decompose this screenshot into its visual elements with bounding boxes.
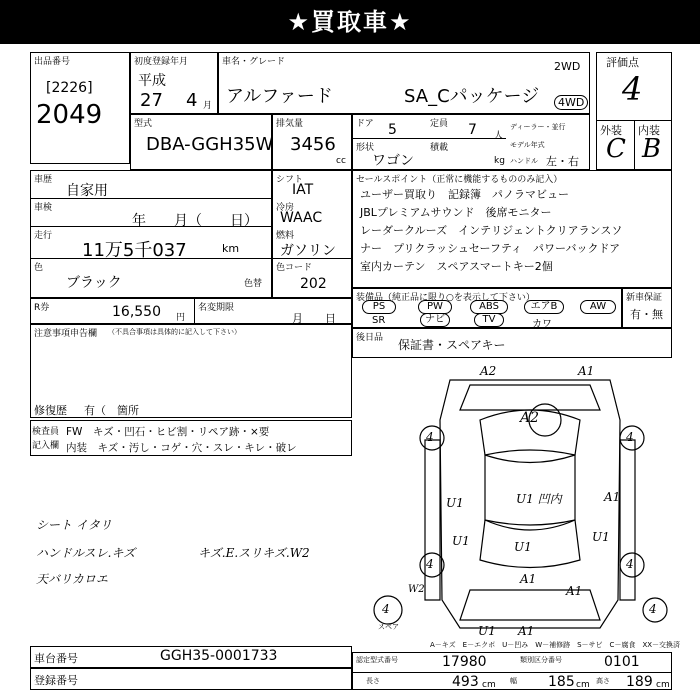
recycle-value: 16,550 [112, 304, 161, 320]
new-car-warranty-value: 有・無 [630, 308, 663, 321]
capacity-unit: 人 [494, 131, 504, 141]
equipment-abs: ABS [470, 300, 508, 314]
height-value: 189 [626, 674, 653, 690]
score-int: B [642, 134, 662, 164]
repair-label: 修復歴 [34, 404, 67, 417]
inspector-label-b: 記入欄 [32, 441, 60, 451]
certification-value-a: 17980 [442, 654, 487, 670]
accessories-label: 後日品 [356, 333, 384, 343]
aircon-label: 冷房 [276, 203, 295, 213]
selling-point-line: レーダークルーズ インテリジェントクリアランスソ [360, 224, 623, 237]
page-banner: ★買取車★ [0, 0, 700, 44]
model-label: 型式 [134, 119, 153, 129]
lot-number: 2049 [36, 100, 103, 130]
handwritten-note: 天バリカロエ [36, 572, 108, 586]
lot-label: 出品番号 [34, 57, 71, 67]
score-ext: C [606, 134, 626, 164]
height-unit: cm [656, 680, 670, 690]
selling-point-line: JBLプレミアムサウンド 後席モニター [360, 206, 552, 219]
diagram-mark: A1 [566, 584, 583, 598]
diagram-mark: スペア [378, 623, 399, 631]
drive-4wd: 4WD [554, 95, 588, 110]
equipment-navi: ナビ [420, 313, 450, 327]
plate-label: 登録番号 [34, 674, 78, 687]
equipment-label: 装備品（純正品に限り○を表示して下さい） [356, 293, 535, 303]
equipment-sr: SR [372, 315, 386, 326]
car-front-bumper [460, 385, 600, 410]
diagram-mark: W2 [408, 584, 425, 595]
score-label: 評価点 [606, 56, 639, 69]
inspection-label: 車検 [34, 203, 53, 213]
color-code-value: 202 [300, 276, 327, 292]
diagram-mark: U1 [592, 530, 610, 544]
accessories-value: 保証書・スペアキー [398, 338, 506, 352]
repair-value: 有（ 箇所 [84, 404, 139, 417]
model-year-label: モデル年式 [510, 141, 545, 149]
new-car-warranty-label: 新車保証 [626, 293, 663, 303]
equipment-leather: カワ [532, 319, 552, 330]
shift-value: IAT [292, 182, 314, 198]
diagram-mark: A1 [604, 490, 621, 504]
car-name: アルファード [226, 86, 333, 107]
diagram-mark: A1 [578, 364, 595, 378]
equipment-pw: PW [418, 300, 452, 314]
displacement-label: 排気量 [276, 119, 304, 129]
color-label: 色 [34, 263, 44, 273]
dealer-label: ディーラー・並行 [510, 123, 566, 131]
chassis-label: 車台番号 [34, 652, 78, 665]
handle-value: 左・右 [546, 155, 579, 168]
equipment-airbag: エアB [524, 300, 564, 314]
certification-value-b: 0101 [604, 654, 640, 670]
notes-sub: （不具合事項は具体的に記入して下さい） [108, 328, 241, 336]
diagram-mark: A1 [518, 624, 535, 638]
car-label: 車名・グレード [222, 57, 286, 67]
shape-value: ワゴン [372, 153, 414, 169]
certification-label-b: 類別区分番号 [520, 656, 562, 664]
registration-month-unit: 月 [203, 101, 213, 111]
diagram-mark: 4 [426, 557, 434, 571]
car-grade: SA_Cパッケージ [404, 86, 540, 107]
score-int-label: 内装 [638, 124, 660, 137]
deadline-label: 名変期限 [198, 303, 235, 313]
diagram-mark: U1 [452, 534, 470, 548]
selling-point-line: 室内カーテン スペアスマートキー2個 [360, 260, 553, 273]
height-label: 高さ [596, 677, 610, 685]
mileage-label: 走行 [34, 231, 53, 241]
diagram-mark: U1 [478, 624, 496, 638]
color-change-label: 色替 [244, 279, 263, 289]
mileage-value: 11万5千037 [82, 240, 187, 261]
equipment-tv: TV [474, 313, 504, 327]
score-ext-label: 外装 [600, 124, 622, 137]
model-value: DBA-GGH35W [146, 134, 274, 155]
handwritten-note: キズ.E.スリキズ.W2 [198, 546, 310, 560]
drive-2wd: 2WD [554, 60, 581, 73]
capacity-label: 定員 [430, 119, 449, 129]
notes-label: 注意事項申告欄 [34, 329, 98, 339]
diagram-mark: U1 [514, 540, 532, 554]
deadline-value: 月 日 [292, 312, 336, 325]
length-value: 493 [452, 674, 479, 690]
diagram-mark: A1 [520, 572, 537, 586]
lot-sub-number: [2226] [46, 80, 93, 96]
score-value: 4 [622, 70, 643, 108]
handwritten-note: ハンドルスレ.キズ [36, 546, 136, 560]
fuel-label: 燃料 [276, 231, 295, 241]
fuel-value: ガソリン [280, 243, 336, 259]
width-value: 185 [548, 674, 575, 690]
diagram-mark: 4 [382, 602, 390, 616]
diagram-mark: 4 [626, 430, 634, 444]
capacity-value: 7 [468, 122, 477, 138]
registration-era: 平成 [138, 73, 166, 89]
length-unit: cm [482, 680, 496, 690]
aircon-value: WAAC [280, 210, 323, 226]
width-unit: cm [576, 680, 590, 690]
doors-value: 5 [388, 122, 397, 138]
diagram-mark: 4 [649, 602, 657, 616]
equipment-aw: AW [580, 300, 616, 314]
color-code-label: 色コード [276, 263, 313, 273]
registration-month: 4 [186, 90, 198, 111]
shift-label: シフト [276, 175, 304, 185]
registration-label: 初度登録年月 [134, 57, 189, 67]
displacement-value: 3456 [290, 134, 336, 155]
inspector-row-2: 内装 キズ・汚し・コゲ・穴・スレ・キレ・破レ [66, 442, 297, 454]
selling-point-line: ナー プリクラッシュセーフティ パワーバックドア [360, 242, 621, 255]
diagram-mark: A2 [520, 410, 540, 426]
shape-label: 形状 [356, 143, 375, 153]
displacement-unit: cc [336, 156, 346, 166]
diagram-mark: 4 [626, 557, 634, 571]
inspector-row-1: FW キズ・凹石・ヒビ割・リペア跡・×要 [66, 426, 270, 438]
color-value: ブラック [66, 275, 122, 291]
load-unit: kg [494, 156, 505, 166]
diagram-mark: 4 [426, 430, 434, 444]
selling-point-line: ユーザー買取り 記録簿 パノラマビュー [360, 188, 569, 201]
chassis-value: GGH35-0001733 [160, 648, 278, 664]
usage-label: 車歴 [34, 175, 53, 185]
selling-points-label: セールスポイント（正常に機能するもののみ記入） [356, 175, 563, 185]
length-label: 長さ [366, 677, 380, 685]
inspection-value: 年 月（ 日） [132, 213, 258, 229]
damage-legend: A－キズ E－エクボ U－凹み W－補修跡 S－サビ C－腐食 XX－交換済 [430, 641, 681, 649]
diagram-mark: U1 [446, 496, 464, 510]
certification-divider [352, 672, 672, 673]
width-label: 幅 [510, 677, 517, 685]
recycle-unit: 円 [176, 313, 186, 323]
diagram-mark: U1 凹内 [516, 492, 562, 506]
registration-year: 27 [140, 90, 163, 111]
equipment-ps: PS [362, 300, 396, 314]
usage-value: 自家用 [66, 183, 108, 199]
inspector-label-a: 検査員 [32, 427, 60, 437]
certification-label-a: 認定型式番号 [356, 656, 398, 664]
plate-box [30, 668, 352, 690]
doors-label: ドア [356, 119, 374, 129]
mileage-unit: km [222, 242, 240, 255]
diagram-mark: A2 [480, 364, 497, 378]
recycle-label: R券 [34, 303, 50, 313]
load-label: 積載 [430, 143, 449, 153]
handwritten-note: シート イタリ [36, 518, 112, 532]
handle-label: ハンドル [510, 157, 538, 165]
